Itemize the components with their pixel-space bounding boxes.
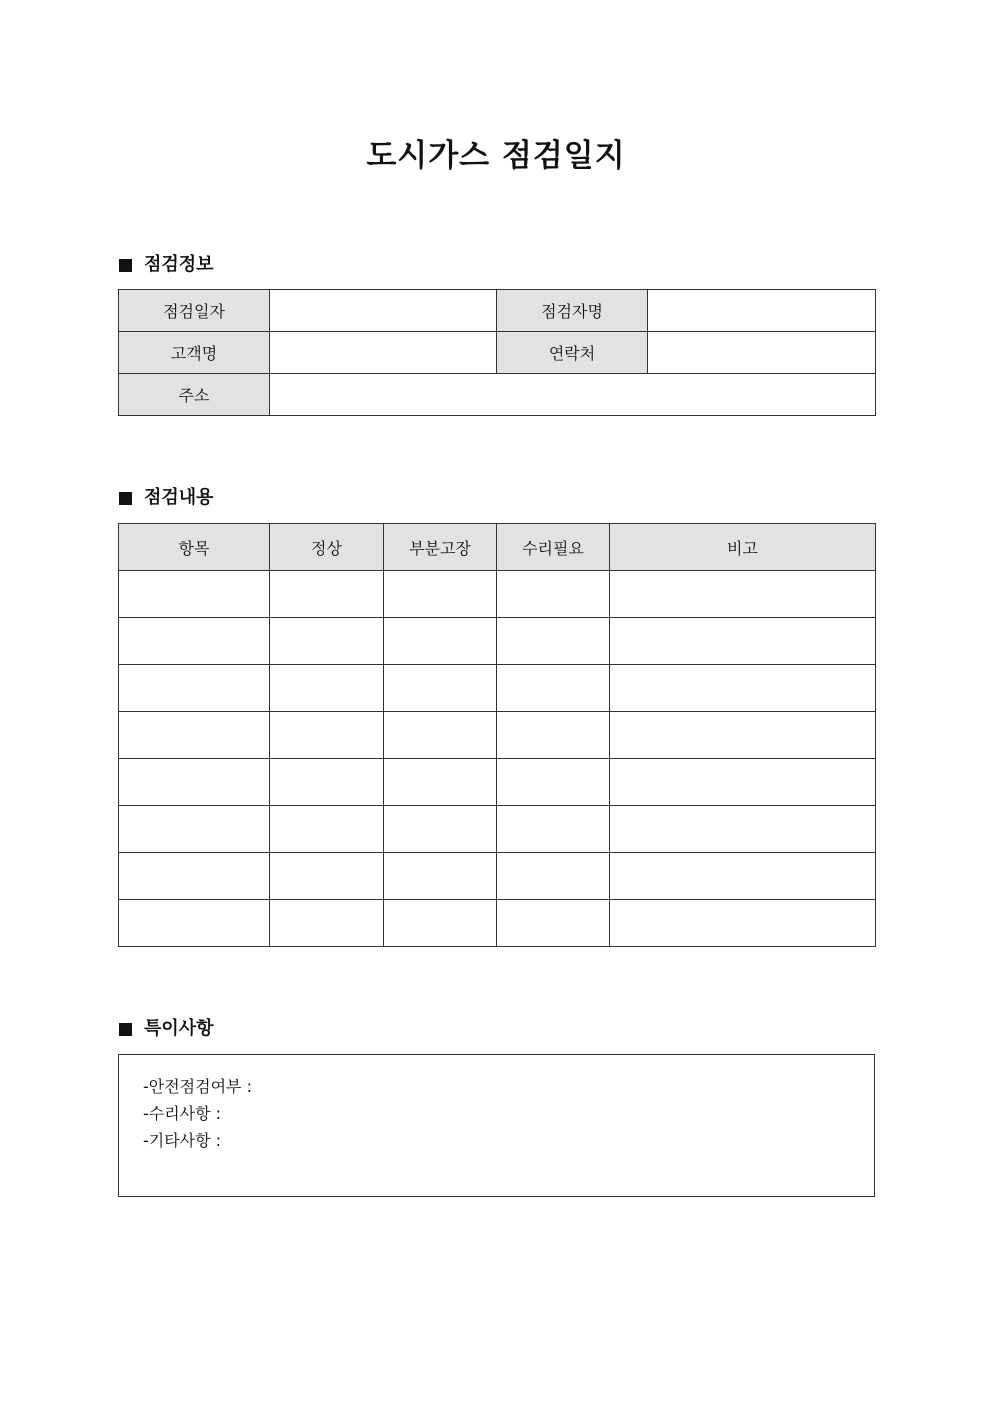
table-cell[interactable] xyxy=(119,712,270,759)
table-cell[interactable] xyxy=(610,712,876,759)
table-cell[interactable] xyxy=(497,853,610,900)
page-title: 도시가스 점검일지 xyxy=(366,138,626,174)
section-heading-inspection-info xyxy=(119,253,214,277)
table-row xyxy=(119,900,876,947)
table-cell[interactable] xyxy=(610,665,876,712)
contact-label: 연락처 xyxy=(497,332,648,374)
inspection-info-table xyxy=(118,289,876,416)
table-cell[interactable] xyxy=(270,759,384,806)
date-field[interactable] xyxy=(270,290,497,332)
table-cell[interactable] xyxy=(270,712,384,759)
table-row xyxy=(119,332,876,374)
table-row xyxy=(119,665,876,712)
inspector-field[interactable] xyxy=(648,290,876,332)
table-cell[interactable] xyxy=(610,759,876,806)
inspection-content-body xyxy=(119,571,876,947)
table-cell[interactable] xyxy=(270,571,384,618)
inspector-label: 점검자명 xyxy=(497,290,648,332)
table-row xyxy=(119,806,876,853)
square-bullet-icon xyxy=(119,259,132,272)
table-cell[interactable] xyxy=(384,853,497,900)
column-header-notes: 비고 xyxy=(610,524,876,571)
table-cell[interactable] xyxy=(497,759,610,806)
table-row xyxy=(119,374,876,416)
table-row xyxy=(119,853,876,900)
table-cell[interactable] xyxy=(497,712,610,759)
table-cell[interactable] xyxy=(270,618,384,665)
remarks-repair-line: -수리사항 : xyxy=(143,1104,222,1123)
contact-field[interactable] xyxy=(648,332,876,374)
table-row xyxy=(119,618,876,665)
table-cell[interactable] xyxy=(119,665,270,712)
table-cell[interactable] xyxy=(497,618,610,665)
date-label: 점검일자 xyxy=(119,290,270,332)
table-row xyxy=(119,571,876,618)
table-row xyxy=(119,712,876,759)
table-cell[interactable] xyxy=(610,806,876,853)
table-cell[interactable] xyxy=(384,618,497,665)
table-cell[interactable] xyxy=(610,900,876,947)
address-field[interactable] xyxy=(270,374,876,416)
address-label: 주소 xyxy=(119,374,270,416)
table-cell[interactable] xyxy=(610,571,876,618)
table-cell[interactable] xyxy=(384,712,497,759)
table-cell[interactable] xyxy=(119,853,270,900)
table-cell[interactable] xyxy=(497,665,610,712)
column-header-normal: 정상 xyxy=(270,524,384,571)
table-header-row xyxy=(119,524,876,571)
table-cell[interactable] xyxy=(610,853,876,900)
table-cell[interactable] xyxy=(119,618,270,665)
remarks-other-line: -기타사항 : xyxy=(143,1131,222,1150)
customer-field[interactable] xyxy=(270,332,497,374)
table-cell[interactable] xyxy=(384,665,497,712)
table-cell[interactable] xyxy=(384,759,497,806)
remarks-lines xyxy=(143,1073,252,1154)
table-row xyxy=(119,759,876,806)
table-cell[interactable] xyxy=(610,618,876,665)
table-cell[interactable] xyxy=(270,665,384,712)
table-cell[interactable] xyxy=(384,571,497,618)
remarks-safety-check-line: -안전점검여부 : xyxy=(143,1077,252,1096)
section-heading-inspection-content xyxy=(119,486,214,510)
table-cell[interactable] xyxy=(270,806,384,853)
table-cell[interactable] xyxy=(119,759,270,806)
table-row xyxy=(119,290,876,332)
table-cell[interactable] xyxy=(270,853,384,900)
table-cell[interactable] xyxy=(384,900,497,947)
table-cell[interactable] xyxy=(497,571,610,618)
section-heading-label: 특이사항 xyxy=(144,1018,214,1039)
table-cell[interactable] xyxy=(497,806,610,853)
column-header-item: 항목 xyxy=(119,524,270,571)
table-cell[interactable] xyxy=(497,900,610,947)
remarks-box[interactable] xyxy=(118,1054,875,1197)
square-bullet-icon xyxy=(119,1023,132,1036)
customer-label: 고객명 xyxy=(119,332,270,374)
inspection-content-table xyxy=(118,523,876,947)
table-cell[interactable] xyxy=(119,806,270,853)
table-cell[interactable] xyxy=(270,900,384,947)
section-heading-remarks xyxy=(119,1017,214,1041)
table-cell[interactable] xyxy=(119,571,270,618)
column-header-partial-failure: 부분고장 xyxy=(384,524,497,571)
table-cell[interactable] xyxy=(119,900,270,947)
section-heading-label: 점검내용 xyxy=(144,487,214,508)
table-cell[interactable] xyxy=(384,806,497,853)
section-heading-label: 점검정보 xyxy=(144,254,214,275)
column-header-repair-needed: 수리필요 xyxy=(497,524,610,571)
square-bullet-icon xyxy=(119,492,132,505)
